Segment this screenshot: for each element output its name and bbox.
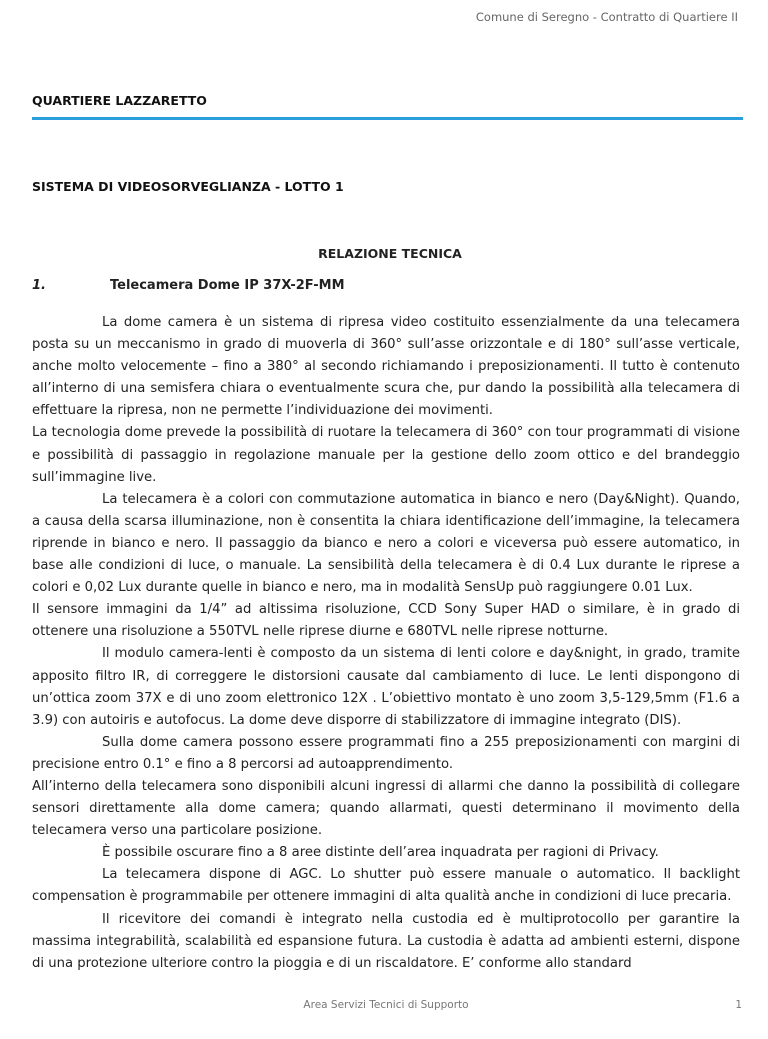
page-footer: Area Servizi Tecnici di Supporto — [303, 998, 469, 1011]
sistema-title: SISTEMA DI VIDEOSORVEGLIANZA - LOTTO 1 — [32, 179, 344, 194]
paragraph: Il sensore immagini da 1/4” ad altissima risoluzione, CCD Sony Super HAD o similare, è in grado di ottenere una risoluzione a 550TVL nelle riprese diurne e 680TVL nelle riprese notturne. — [32, 602, 740, 640]
header-divider — [32, 117, 743, 120]
section-title: Telecamera Dome IP 37X-2F-MM — [110, 278, 345, 293]
footer-row — [32, 999, 740, 1039]
relazione-title: RELAZIONE TECNICA — [318, 246, 462, 261]
paragraph: Il ricevitore dei comandi è integrato nella custodia ed è multiprotocollo per garantire la massima integrabilità, scalabilità ed espansione futura. La custodia è adatta ad ambienti esterni, dispone di una protezione ulteriore contro la pioggia e di un riscaldatore. E’ conforme allo standard — [32, 911, 740, 971]
section-number: 1. — [32, 278, 46, 293]
paragraph: La tecnologia dome prevede la possibilità di ruotare la telecamera di 360° con tour programmati di visione e possibilità di passaggio in regolazione manuale per la gestione dello zoom ottico e del brandeggio sull’immagine live. — [32, 425, 740, 485]
page-number: 1 — [735, 998, 742, 1011]
paragraph: È possibile oscurare fino a 8 aree distinte dell’area inquadrata per ragioni di Privacy. — [102, 845, 659, 861]
paragraph: All’interno della telecamera sono disponibili alcuni ingressi di allarmi che danno la possibilità di collegare sensori direttamente alla dome camera; quando allarmati, questi determinano il movimento della telecamera verso una particolare posizione. — [32, 778, 740, 839]
page-content — [32, 312, 740, 1039]
document-body — [32, 312, 740, 975]
page-header: Comune di Seregno - Contratto di Quartiere II — [475, 10, 738, 24]
paragraph: La dome camera è un sistema di ripresa video costituito essenzialmente da una telecamera posta su un meccanismo in grado di muoverla di 360° sull’asse orizzontale e di 180° sull’asse verticale, anche molto velocemente – fino a 380° al secondo richiamando i preposizionamenti. Il tutto è contenuto all’interno di una semisfera chiara o eventualmente scura che, pur dando la possibilità alla telecamera di effettuare la ripresa, non ne permette l’individuazione dei movimenti. — [32, 315, 740, 419]
quartiere-title: QUARTIERE LAZZARETTO — [32, 93, 207, 108]
paragraph: La telecamera dispone di AGC. Lo shutter può essere manuale o automatico. Il backlight compensation è programmabile per ottenere immagini di alta qualità anche in condizioni di luce precaria. — [32, 867, 740, 905]
paragraph: Il modulo camera-lenti è composto da un sistema di lenti colore e day&night, in grado, tramite apposito filtro IR, di correggere le distorsioni causate dal cambiamento di luce. Le lenti dispongono di un’ottica zoom 37X e di uno zoom elettronico 12X . L’obiettivo montato è uno zoom 3,5-129,5mm (F1.6 a 3.9) con autoiris e autofocus. La dome deve disporre di stabilizzatore di immagine integrato (DIS). — [32, 646, 740, 728]
paragraph: Sulla dome camera possono essere programmati fino a 255 preposizionamenti con margini di precisione entro 0.1° e fino a 8 percorsi ad autoapprendimento. — [32, 734, 740, 772]
paragraph: La telecamera è a colori con commutazione automatica in bianco e nero (Day&Night). Quando, a causa della scarsa illuminazione, non è consentita la chiara identificazione dell’immagine, la telecamera riprende in bianco e nero. Il passaggio da bianco e nero a colori e viceversa può essere automatico, in base alle condizioni di luce, o manuale. La sensibilità della telecamera è di 0.4 Lux durante le riprese a colori e 0,02 Lux durante quelle in bianco e nero, ma in modalità SensUp può raggiungere 0.01 Lux. — [32, 491, 740, 596]
